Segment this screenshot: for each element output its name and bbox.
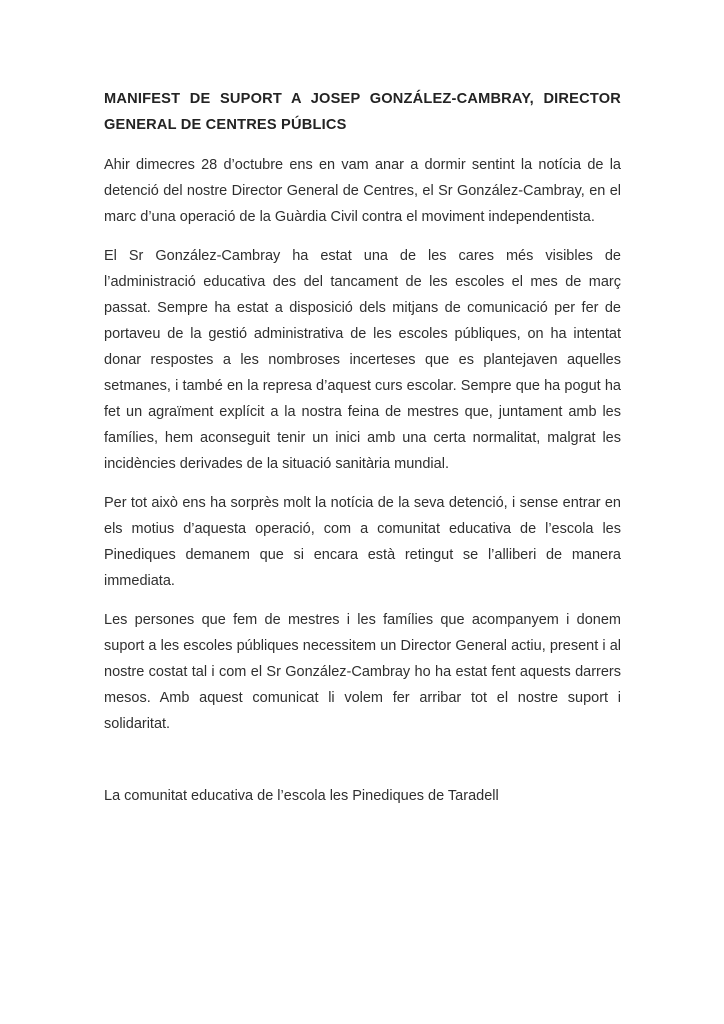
document-content [104,86,621,809]
paragraph-suport-mestres: Les persones que fem de mestres i les famílies que acompanyem i donem suport a les escoles públiques necessitem un Director General actiu, present i al nostre costat tal i com el Sr González-Cambray ho ha estat fent aquests darrers mesos. Amb aquest comunicat li volem fer arribar tot el nostre suport i solidaritat. [104,612,621,732]
document-title: MANIFEST DE SUPORT A JOSEP GONZÁLEZ-CAMBRAY, DIRECTOR GENERAL DE CENTRES PÚBLICS [104,91,621,133]
signature-line: La comunitat educativa de l’escola les Pinediques de Taradell [104,788,499,804]
paragraph-detencio: Ahir dimecres 28 d’octubre ens en vam anar a dormir sentint la notícia de la detenció del nostre Director General de Centres, el Sr González-Cambray, en el marc d’una operació de la Guàrdia Civil contra el moviment independentista. [104,157,621,225]
paragraph-peticio-alliberament: Per tot això ens ha sorprès molt la notícia de la seva detenció, i sense entrar en els motius d’aquesta operació, com a comunitat educativa de l’escola les Pinediques demanem que si encara està retingut se l’alliberi de manera immediata. [104,495,621,589]
paragraph-cares-visibles: El Sr González-Cambray ha estat una de les cares més visibles de l’administració educativa des del tancament de les escoles el mes de març passat. Sempre ha estat a disposició dels mitjans de comunicació per fer de portaveu de la gestió administrativa de les escoles públiques, on ha intentat donar respostes a les nombroses incerteses que es plantejaven aquelles setmanes, i també en la represa d’aquest curs escolar. Sempre que ha pogut ha fet un agraïment explícit a la nostra feina de mestres que, juntament amb les famílies, hem aconseguit tenir un inici amb una certa normalitat, malgrat les incidències derivades de la situació sanitària mundial. [104,248,621,472]
